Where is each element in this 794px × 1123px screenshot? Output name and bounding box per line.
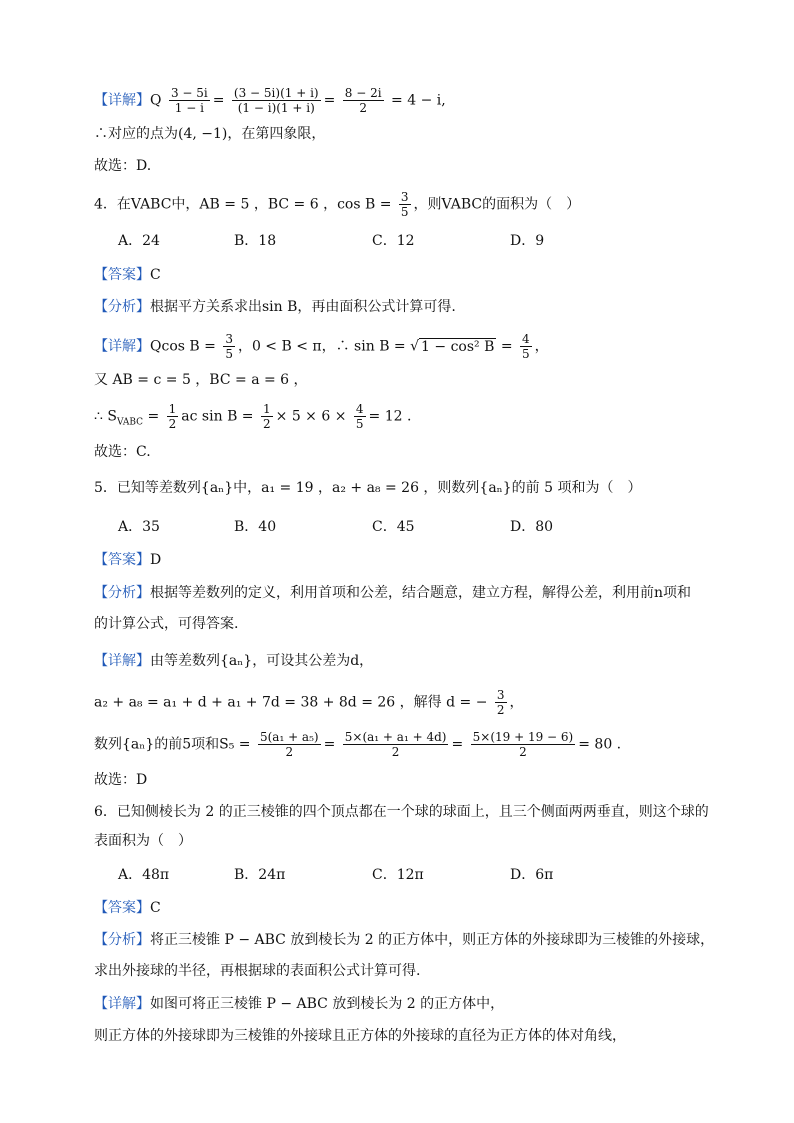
q5-analysis-line-1: 【分析】根据等差数列的定义，利用首项和公差，结合题意，建立方程，解得公差，利用前n项和 bbox=[94, 585, 692, 601]
answer-tag: 【答案】 bbox=[94, 900, 150, 916]
q6-stem-2: 表面积为（ ） bbox=[94, 833, 192, 849]
q5-option-d: D．80 bbox=[510, 519, 554, 535]
q4-option-a: A．24 bbox=[118, 233, 160, 249]
q4-detail-line: 【详解】Qcos B = $\frac{3}{5}$ ，0 < B < π，∴ sin B = √ 1 − cos² B = $\frac{4}{5}$ ， bbox=[94, 332, 549, 361]
detail-tag: 【详解】 bbox=[94, 92, 150, 109]
q5-stem: 5．已知等差数列{aₙ}中，a₁ = 19 ，a₂ + a₈ = 26 ，则数列{aₙ}的前 5 项和为（ ） bbox=[94, 480, 642, 496]
q5-answer-line: 【答案】D bbox=[94, 552, 162, 568]
q6-option-c: C．12π bbox=[372, 867, 424, 883]
q4-option-c: C．12 bbox=[372, 233, 415, 249]
q5-analysis-line-2: 的计算公式，可得答案. bbox=[94, 616, 239, 632]
sqrt-symbol: √ bbox=[410, 338, 420, 355]
q4-line2: 又 AB = c = 5 ，BC = a = 6 ， bbox=[94, 372, 308, 388]
fraction: $\frac{8 - 2i}{2}$ bbox=[344, 86, 382, 115]
fraction: $\frac{1}{2}$ bbox=[168, 402, 177, 431]
q4-stem: 4．在VABC中，AB = 5 ，BC = 6 ，cos B = $\frac{3}{5}$ ，则VABC的面积为（ ） bbox=[94, 190, 581, 219]
q5-option-a: A．35 bbox=[118, 519, 160, 535]
fraction: $\frac{\text{5×(a₁ + a₁ + 4d)}}{2}$ bbox=[344, 730, 447, 759]
q4-analysis-line: 【分析】根据平方关系求出sin B，再由面积公式计算可得. bbox=[94, 299, 456, 315]
q3-point-line: ∴对应的点为(4, −1)，在第四象限， bbox=[94, 126, 326, 142]
q6-analysis-line-2: 求出外接球的半径，再根据球的表面积公式计算可得. bbox=[94, 963, 421, 979]
fraction: $\frac{5\times(19 + 19 - 6)}{2}$ bbox=[472, 730, 574, 759]
analysis-tag: 【分析】 bbox=[94, 932, 150, 948]
detail-tag: 【详解】 bbox=[94, 996, 150, 1012]
fraction: $\frac{1}{2}$ bbox=[263, 402, 271, 431]
q6-option-d: D．6π bbox=[510, 867, 554, 883]
q6-option-a: A．48π bbox=[118, 867, 170, 883]
q4-option-d: D．9 bbox=[510, 233, 545, 249]
q5-equation-line: a₂ + a₈ = a₁ + d + a₁ + 7d = 38 + 8d = 26 ，解得 d = − $\frac{3}{2}$ ， bbox=[94, 688, 524, 717]
q5-choice-line: 故选：D bbox=[94, 772, 148, 788]
q6-answer-line: 【答案】C bbox=[94, 900, 161, 916]
q4-choice-line: 故选：C. bbox=[94, 444, 151, 460]
q3-detail-line: 【详解】Q $\frac{3 - 5i}{1 - i}$ = $\frac{(3 - 5i)(1 + i)}{(1 - i)(1 + i)}$ = $\frac{8 - 2i}{2}$ = 4 − i, bbox=[94, 86, 446, 115]
analysis-tag: 【分析】 bbox=[94, 585, 150, 601]
answer-tag: 【答案】 bbox=[94, 552, 150, 568]
detail-tag: 【详解】 bbox=[94, 653, 150, 669]
fraction: $\frac{4}{5}$ bbox=[522, 332, 530, 361]
q6-analysis-line-1: 【分析】将正三棱锥 P − ABC 放到棱长为 2 的正方体中，则正方体的外接球即为三棱锥的外接球， bbox=[94, 932, 715, 948]
fraction: $\frac{4}{5}$ bbox=[355, 402, 364, 431]
q6-detail-line: 【详解】如图可将正三棱锥 P − ABC 放到棱长为 2 的正方体中， bbox=[94, 996, 505, 1012]
q4-answer-line: 【答案】C bbox=[94, 267, 161, 283]
detail-tag: 【详解】 bbox=[94, 338, 150, 355]
fraction: $\frac{(3 - 5i)(1 + i)}{(1 - i)(1 + i)}$ bbox=[233, 86, 319, 115]
q3-choice-line: 故选：D. bbox=[94, 158, 152, 174]
q5-sum-line: 数列{aₙ}的前5项和S₅ = $\frac{\text{5(a₁ + a₅)}}{2}$ = $\frac{\text{5×(a₁ + a₁ + 4d)}}{2}$ = $\frac{5\times(19 + 19 - 6)}{2}$ = 80 . bbox=[94, 730, 622, 759]
fraction: $\frac{\text{5(a₁ + a₅)}}{2}$ bbox=[259, 730, 319, 759]
fraction: $\frac{3 - 5i}{1 - i}$ bbox=[170, 86, 208, 115]
q6-stem-1: 6．已知侧棱长为 2 的正三棱锥的四个顶点都在一个球的球面上，且三个侧面两两垂直，则这个球的 bbox=[94, 804, 709, 820]
q4-option-b: B．18 bbox=[234, 233, 277, 249]
fraction: $\frac{3}{2}$ bbox=[496, 688, 505, 717]
answer-tag: 【答案】 bbox=[94, 267, 150, 283]
fraction: $\frac{3}{5}$ bbox=[400, 190, 409, 219]
q5-option-b: B．40 bbox=[234, 519, 277, 535]
q6-option-b: B．24π bbox=[234, 867, 286, 883]
analysis-tag: 【分析】 bbox=[94, 299, 150, 315]
q5-detail-line: 【详解】由等差数列{aₙ}，可设其公差为d， bbox=[94, 653, 374, 669]
q5-option-c: C．45 bbox=[372, 519, 415, 535]
fraction: $\frac{3}{5}$ bbox=[225, 332, 233, 361]
q4-area-line: ∴ $S_{VABC}$ = $\frac{1}{2}$ ac sin B = $\frac{1}{2}$ × 5 × 6 × $\frac{4}{5}$ = 12 . bbox=[94, 402, 412, 431]
q6-last-line: 则正方体的外接球即为三棱锥的外接球且正方体的外接球的直径为正方体的体对角线， bbox=[94, 1028, 626, 1044]
